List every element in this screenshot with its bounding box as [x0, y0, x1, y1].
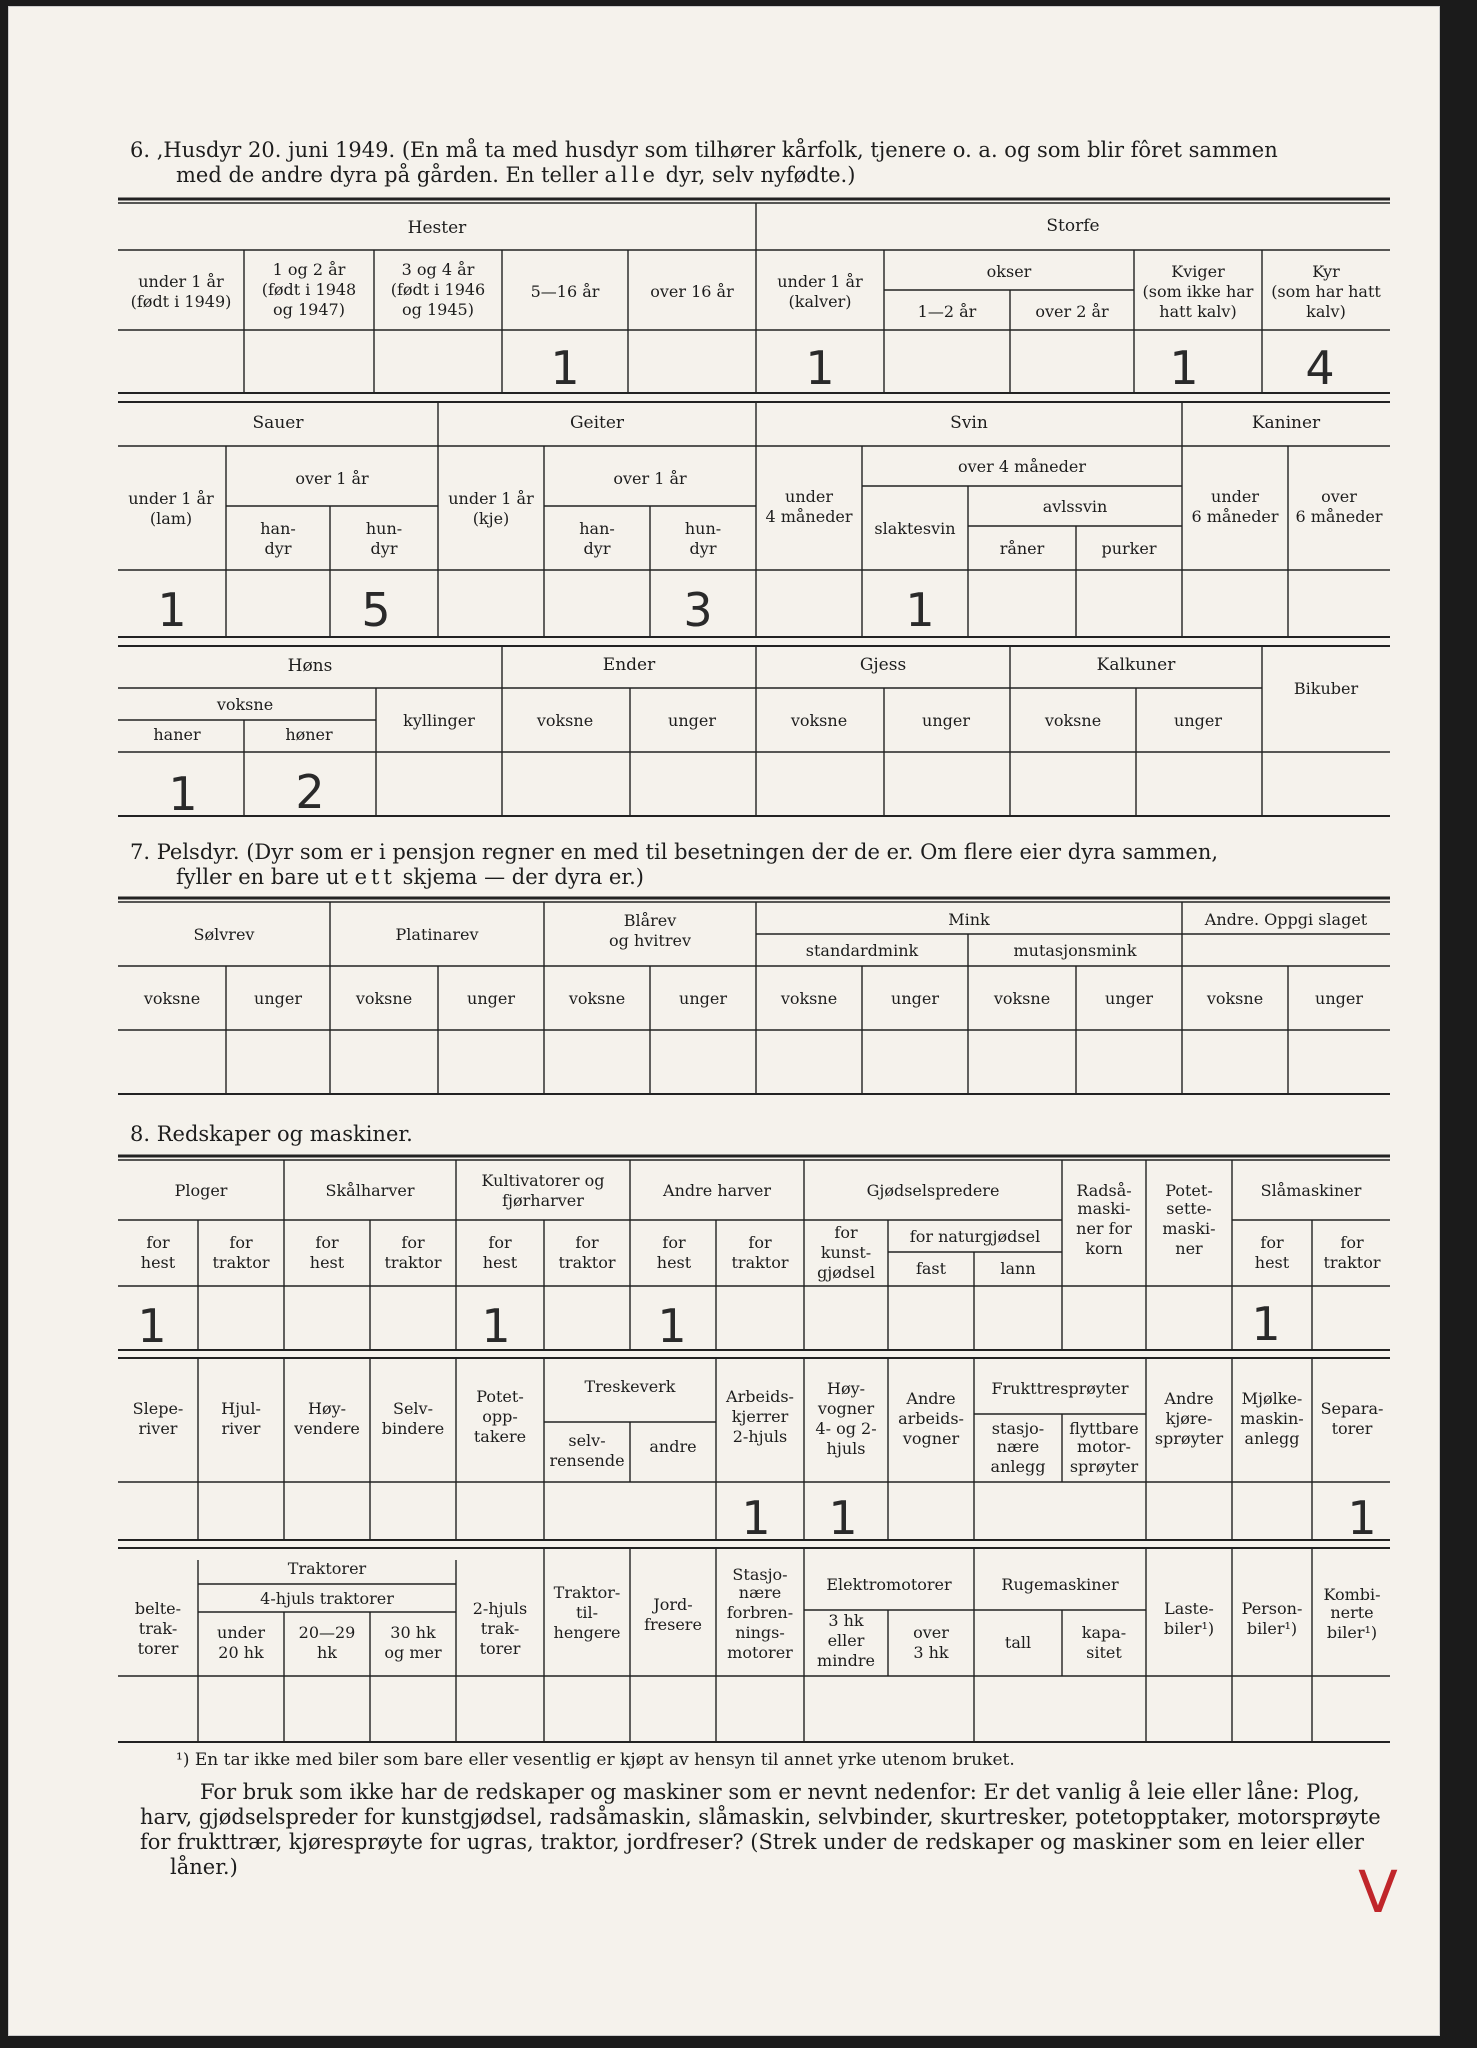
hdr-pels-unger-5: unger [1105, 989, 1153, 1008]
footnote: ¹) En tar ikke med biler som bare eller vesentlig er kjøpt av hensyn til annet yrke utenom bruket. [176, 1750, 1015, 1770]
hdr-kalkuner-voksne: voksne [1044, 711, 1102, 730]
hdr-hjul-b: river [221, 1419, 261, 1438]
hdr-hons-voksne: voksne [216, 695, 274, 714]
hdr-kje-b: (kje) [472, 509, 510, 528]
hdr-okser: okser [986, 262, 1032, 281]
hdr-pels-unger-6: unger [1315, 989, 1363, 1008]
hdr-fruktspr: Frukttresprøyter [991, 1379, 1129, 1398]
hdr-hester-1og2-c: og 1947) [273, 300, 345, 319]
rental-note-line2: harv, gjødselspreder for kunstgjødsel, radsåmaskin, slåmaskin, selvbinder, skurtresker, potetopptaker, motorsprøyte [140, 1805, 1381, 1829]
hdr-kyr-a: Kyr [1312, 262, 1340, 281]
hdr-kapasitet-a: kapa- [1081, 1623, 1127, 1642]
hdr-haner: haner [153, 725, 201, 744]
hdr-kviger-c: hatt kalv) [1159, 302, 1237, 321]
hdr-harv-hest-b: hest [656, 1253, 692, 1272]
section-7-spaced: ett [354, 865, 396, 889]
hdr-okser-1-2: 1—2 år [917, 302, 977, 321]
entry-andre-harver-hest[interactable]: 1 [657, 1299, 687, 1353]
hdr-geiter-handyr-b: dyr [583, 539, 611, 558]
hdr-hoyvogner-c: 4- og 2- [815, 1419, 877, 1438]
hdr-sauer-over1: over 1 år [295, 469, 369, 488]
hdr-stasjon-a: stasjo- [991, 1419, 1045, 1438]
hdr-hoyvendere-a: Høy- [307, 1399, 347, 1418]
entry-geiter-hundyr[interactable]: 3 [683, 583, 713, 637]
rental-note-line1: For bruk som ikke har de redskaper og maskiner som er nevnt nedenfor: Er det vanlig å leie eller låne: Plog, [200, 1780, 1360, 1804]
hdr-pels-unger-2: unger [467, 989, 515, 1008]
hdr-blarev-a: Blårev [623, 911, 677, 930]
hdr-person-b: biler¹) [1246, 1619, 1298, 1638]
hdr-harv-traktor-b: traktor [731, 1253, 789, 1272]
hdr-gjess-unger: unger [922, 711, 970, 730]
entry-arbeidskjerrer[interactable]: 1 [741, 1491, 771, 1545]
entry-sauer-hundyr[interactable]: 5 [361, 583, 391, 637]
hdr-ploger-hest-b: hest [140, 1253, 176, 1272]
hdr-svin-under4-a: under [785, 487, 833, 506]
hdr-t20-29-a: 20—29 [298, 1623, 356, 1642]
hdr-kult-traktor-a: for [575, 1233, 599, 1252]
hdr-skal-traktor-b: traktor [384, 1253, 442, 1272]
section-7-line2b: skjema — der dyra er.) [395, 865, 644, 889]
hdr-kaniner: Kaniner [1251, 413, 1321, 433]
hdr-radsa-c: ner for [1076, 1219, 1132, 1238]
hdr-hester-1og2-a: 1 og 2 år [272, 260, 346, 279]
hdr-for-natur: for naturgjødsel [909, 1227, 1041, 1246]
hdr-e3-c: mindre [817, 1651, 875, 1670]
hdr-kviger-a: Kviger [1171, 262, 1225, 281]
hdr-potetsette-d: ner [1175, 1239, 1203, 1258]
hdr-rugemaskiner: Rugemaskiner [1001, 1575, 1119, 1594]
hdr-sauer-hundyr-a: hun- [365, 519, 403, 538]
hdr-radsa-d: korn [1085, 1239, 1123, 1258]
hdr-sla-traktor-a: for [1340, 1233, 1364, 1252]
hdr-pels-voksne-4: voksne [780, 989, 838, 1008]
entry-honer[interactable]: 2 [295, 765, 325, 819]
hdr-andre-kj-c: sprøyter [1154, 1429, 1224, 1448]
hdr-stasjmotor-b: nære [738, 1583, 782, 1602]
hdr-platinarev: Platinarev [395, 925, 479, 944]
hdr-tilheng-b: til- [575, 1603, 599, 1622]
hdr-hester-1og2-b: (født i 1948 [261, 280, 357, 299]
hdr-hoyvogner-b: vogner [817, 1399, 875, 1418]
rental-note-line3: for frukttrær, kjøresprøyte for ugras, traktor, jordfreser? (Strek under de redskaper og maskiner som en leier eller låner.) [140, 1830, 1364, 1879]
hdr-skal-hest-a: for [315, 1233, 339, 1252]
hdr-storfe-under1-a: under 1 år [777, 272, 863, 291]
check-mark: V [1358, 1858, 1398, 1926]
hdr-selvbindere-a: Selv- [393, 1399, 433, 1418]
hdr-honer: høner [285, 725, 333, 744]
hdr-hjul-a: Hjul- [221, 1399, 261, 1418]
hdr-kult-hest-a: for [488, 1233, 512, 1252]
hdr-lam-a: under 1 år [128, 489, 214, 508]
hdr-geiter: Geiter [569, 413, 625, 433]
hdr-separ-b: torer [1331, 1419, 1373, 1438]
hdr-stasjmotor-d: nings- [735, 1623, 785, 1642]
entry-kviger[interactable]: 1 [1169, 341, 1199, 395]
hdr-pels-unger-4: unger [891, 989, 939, 1008]
entry-separatorer[interactable]: 1 [1347, 1491, 1377, 1545]
entry-hester-5-16[interactable]: 1 [550, 341, 580, 395]
hdr-potetsette-b: sette- [1166, 1199, 1212, 1218]
hdr-treske-andre: andre [649, 1437, 697, 1456]
hdr-potetopp-a: Potet- [476, 1387, 524, 1406]
hdr-geiter-handyr-a: han- [579, 519, 615, 538]
hdr-stasjmotor-c: forbren- [726, 1603, 794, 1622]
hdr-hester-under1-a: under 1 år [138, 272, 224, 291]
section-7-line1: 7. Pelsdyr. (Dyr som er i pensjon regner en med til besetningen der de er. Om flere eier dyra sammen, [130, 840, 1219, 864]
hdr-sla-traktor-b: traktor [1323, 1253, 1381, 1272]
hdr-storfe: Storfe [1046, 216, 1100, 236]
hdr-tilheng-a: Traktor- [553, 1583, 621, 1602]
hdr-ender-unger: unger [668, 711, 716, 730]
hdr-ploger-hest-a: for [146, 1233, 170, 1252]
section-6-line2a: med de andre dyra på gården. En teller [176, 163, 605, 187]
hdr-sla-hest-b: hest [1254, 1253, 1290, 1272]
hdr-fast: fast [915, 1259, 947, 1278]
section-7-line2a: fyller en bare ut [176, 865, 355, 889]
hdr-selvbindere-b: bindere [381, 1419, 445, 1438]
hdr-andre-kj-a: Andre [1164, 1389, 1214, 1408]
hdr-radsa-b: maski- [1077, 1199, 1131, 1218]
hdr-eover3-b: 3 hk [913, 1643, 949, 1662]
hdr-kultivatorer-a: Kultivatorer og [481, 1171, 605, 1190]
hdr-kalkuner: Kalkuner [1096, 655, 1176, 675]
hdr-geiter-hundyr-b: dyr [689, 539, 717, 558]
hdr-kunst-a: for [834, 1223, 858, 1242]
hdr-mink: Mink [948, 910, 990, 929]
hdr-stasjmotor-e: motorer [727, 1643, 793, 1662]
hdr-storfe-under1-b: (kalver) [788, 292, 852, 311]
hdr-arbeidskj-b: kjerrer [731, 1407, 789, 1426]
entry-ploger-hest[interactable]: 1 [137, 1299, 167, 1353]
hdr-flyttbare-c: sprøyter [1069, 1457, 1139, 1476]
hdr-hester-3og4-c: og 1945) [402, 300, 474, 319]
section-6-line1: 6. ,Husdyr 20. juni 1949. (En må ta med husdyr som tilhører kårfolk, tjenere o. a. og som blir fôret sammen [130, 138, 1278, 162]
hdr-harv-traktor-a: for [748, 1233, 772, 1252]
hdr-stasjon-c: anlegg [990, 1457, 1046, 1476]
hdr-eover3-a: over [913, 1623, 949, 1642]
hdr-geiter-over1: over 1 år [613, 469, 687, 488]
hdr-flyttbare-a: flyttbare [1069, 1419, 1139, 1438]
hdr-selvrensende-a: selv- [568, 1431, 606, 1450]
hdr-lann: lann [1000, 1259, 1036, 1278]
hdr-kan-over6-b: 6 måneder [1295, 507, 1383, 526]
hdr-kan-over6-a: over [1321, 487, 1357, 506]
entry-kultivatorer-hest[interactable]: 1 [481, 1299, 511, 1353]
hdr-andre-pels: Andre. Oppgi slaget [1204, 910, 1368, 929]
hdr-tall: tall [1004, 1633, 1032, 1652]
hdr-u20-b: 20 hk [218, 1643, 264, 1662]
hdr-pels-voksne-3: voksne [568, 989, 626, 1008]
hdr-hester-5-16: 5—16 år [530, 282, 600, 301]
hdr-hoyvogner-a: Høy- [826, 1379, 866, 1398]
hdr-kan-under6-b: 6 måneder [1191, 507, 1279, 526]
hdr-ploger: Ploger [174, 1181, 228, 1200]
entry-slamaskiner-hest[interactable]: 1 [1251, 1297, 1281, 1351]
hdr-elektromotorer: Elektromotorer [826, 1575, 952, 1594]
hdr-ploger-traktor-a: for [229, 1233, 253, 1252]
hdr-geiter-hundyr-a: hun- [684, 519, 722, 538]
hdr-hester-3og4-b: (født i 1946 [390, 280, 486, 299]
hdr-arbeidskj-a: Arbeids- [726, 1387, 794, 1406]
hdr-svin: Svin [950, 413, 988, 433]
hdr-potetsette-a: Potet- [1165, 1181, 1213, 1200]
hdr-slamaskiner: Slåmaskiner [1260, 1181, 1362, 1200]
hdr-mjolke-c: anlegg [1244, 1429, 1300, 1448]
hdr-slaktesvin: slaktesvin [874, 519, 956, 538]
hdr-t30-a: 30 hk [390, 1623, 436, 1642]
hdr-kult-traktor-b: traktor [558, 1253, 616, 1272]
hdr-hester-3og4-a: 3 og 4 år [401, 260, 475, 279]
hdr-potetopp-c: takere [473, 1427, 527, 1446]
hdr-hester: Hester [407, 218, 467, 238]
hdr-belte-c: torer [137, 1639, 179, 1658]
hdr-tilheng-c: hengere [553, 1623, 621, 1642]
hdr-svin-under4-b: 4 måneder [765, 507, 853, 526]
hdr-solvrev: Sølvrev [193, 925, 255, 944]
hdr-mutasjonsmink: mutasjonsmink [1013, 941, 1137, 960]
hdr-ender-voksne: voksne [536, 711, 594, 730]
hdr-hoyvendere-b: vendere [294, 1419, 360, 1438]
hdr-kunst-b: kunst- [820, 1243, 872, 1262]
hdr-kombi-b: nerte [1330, 1603, 1374, 1622]
hdr-gjess: Gjess [859, 655, 907, 675]
hdr-kunst-c: gjødsel [817, 1263, 875, 1282]
hdr-purker: purker [1101, 539, 1157, 558]
hdr-kultivatorer-b: fjørharver [502, 1191, 584, 1210]
hdr-pels-voksne-1: voksne [143, 989, 201, 1008]
hdr-selvrensende-b: rensende [549, 1451, 625, 1470]
entry-kyr[interactable]: 4 [1305, 341, 1335, 395]
hdr-sauer-handyr-a: han- [260, 519, 296, 538]
entry-haner[interactable]: 1 [168, 767, 198, 821]
hdr-e3-b: eller [827, 1631, 865, 1650]
hdr-sauer: Sauer [252, 413, 304, 433]
hdr-skal-traktor-a: for [401, 1233, 425, 1252]
hdr-stasjon-b: nære [996, 1437, 1040, 1456]
hdr-pels-voksne-6: voksne [1206, 989, 1264, 1008]
hdr-blarev-b: og hvitrev [608, 931, 692, 950]
hdr-potetopp-b: opp- [482, 1407, 518, 1426]
hdr-tohjul-a: 2-hjuls [472, 1599, 528, 1618]
hdr-skalharver: Skålharver [325, 1181, 415, 1200]
hdr-pels-unger-1: unger [254, 989, 302, 1008]
hdr-jord-b: fresere [644, 1615, 702, 1634]
hdr-harv-hest-a: for [662, 1233, 686, 1252]
section-6-spaced: alle [604, 163, 659, 187]
hdr-treskeverk: Treskeverk [584, 1377, 676, 1396]
hdr-hester-over16: over 16 år [650, 282, 734, 301]
hdr-gjodselspredere: Gjødselspredere [866, 1181, 1000, 1200]
hdr-andre-kj-b: kjøre- [1165, 1409, 1213, 1428]
hdr-stasjmotor-a: Stasjo- [732, 1565, 788, 1584]
hdr-firehjul: 4-hjuls traktorer [260, 1589, 394, 1608]
hdr-sauer-hundyr-b: dyr [370, 539, 398, 558]
hdr-kje-a: under 1 år [448, 489, 534, 508]
hdr-radsa-a: Radså- [1076, 1181, 1132, 1200]
hdr-ender: Ender [602, 655, 656, 675]
hdr-jord-a: Jord- [653, 1595, 693, 1614]
hdr-pels-voksne-2: voksne [355, 989, 413, 1008]
hdr-slepe-b: river [138, 1419, 178, 1438]
entry-lam[interactable]: 1 [157, 583, 187, 637]
hdr-gjess-voksne: voksne [790, 711, 848, 730]
hdr-kyr-c: kalv) [1306, 302, 1346, 321]
hdr-kyllinger: kyllinger [403, 711, 475, 730]
hdr-bikuber: Bikuber [1293, 679, 1359, 698]
hdr-slepe-a: Slepe- [132, 1399, 184, 1418]
hdr-andre-arb-b: arbeids- [898, 1409, 964, 1428]
hdr-person-a: Person- [1241, 1599, 1303, 1618]
hdr-mjolke-b: maskin- [1240, 1409, 1304, 1428]
hdr-hoyvogner-d: hjuls [826, 1439, 866, 1458]
hdr-potetsette-c: maski- [1162, 1219, 1216, 1238]
hdr-andre-harver: Andre harver [663, 1181, 771, 1200]
hdr-svin-over4: over 4 måneder [958, 457, 1086, 476]
hdr-sla-hest-a: for [1260, 1233, 1284, 1252]
hdr-pels-unger-3: unger [679, 989, 727, 1008]
hdr-mjolke-a: Mjølke- [1241, 1389, 1303, 1408]
hdr-e3-a: 3 hk [828, 1611, 864, 1630]
hdr-laste-b: biler¹) [1163, 1619, 1215, 1638]
hdr-t30-b: og mer [384, 1643, 442, 1662]
hdr-kombi-c: biler¹) [1326, 1623, 1378, 1642]
entry-hoyvogner[interactable]: 1 [828, 1491, 858, 1545]
hdr-kombi-a: Kombi- [1323, 1585, 1381, 1604]
hdr-belte-a: belte- [134, 1599, 182, 1618]
hdr-t20-29-b: hk [317, 1643, 337, 1662]
hdr-ploger-traktor-b: traktor [212, 1253, 270, 1272]
hdr-laste-a: Laste- [1164, 1599, 1214, 1618]
hdr-standardmink: standardmink [805, 941, 919, 960]
hdr-kviger-b: (som ikke har [1142, 282, 1254, 301]
hdr-kalkuner-unger: unger [1174, 711, 1222, 730]
hdr-arbeidskj-c: 2-hjuls [732, 1427, 788, 1446]
section-8-heading: 8. Redskaper og maskiner. [130, 1122, 413, 1146]
hdr-u20-a: under [217, 1623, 265, 1642]
hdr-kan-under6-a: under [1211, 487, 1259, 506]
hdr-skal-hest-b: hest [309, 1253, 345, 1272]
hdr-separ-a: Separa- [1320, 1399, 1384, 1418]
hdr-okser-over2: over 2 år [1035, 302, 1109, 321]
hdr-andre-arb-c: vogner [902, 1429, 960, 1448]
hdr-kyr-b: (som har hatt [1271, 282, 1381, 301]
hdr-hons: Høns [287, 656, 333, 676]
hdr-belte-b: trak- [138, 1619, 178, 1638]
hdr-hester-under1-b: (født i 1949) [130, 292, 232, 311]
hdr-pels-voksne-5: voksne [993, 989, 1051, 1008]
hdr-kapasitet-b: sitet [1086, 1643, 1122, 1662]
section-6-line2b: dyr, selv nyfødte.) [658, 163, 856, 187]
entry-slaktesvin[interactable]: 1 [905, 583, 935, 637]
rental-note [140, 1780, 1394, 1880]
hdr-flyttbare-b: motor- [1077, 1437, 1131, 1456]
hdr-raner: råner [999, 539, 1045, 558]
entry-storfe-kalver[interactable]: 1 [805, 341, 835, 395]
hdr-lam-b: (lam) [149, 509, 193, 528]
hdr-kult-hest-b: hest [482, 1253, 518, 1272]
hdr-andre-arb-a: Andre [906, 1389, 956, 1408]
hdr-sauer-handyr-b: dyr [264, 539, 292, 558]
hdr-tohjul-c: torer [479, 1639, 521, 1658]
hdr-tohjul-b: trak- [480, 1619, 520, 1638]
hdr-avlssvin: avlssvin [1042, 497, 1108, 516]
hdr-traktorer: Traktorer [287, 1559, 367, 1578]
